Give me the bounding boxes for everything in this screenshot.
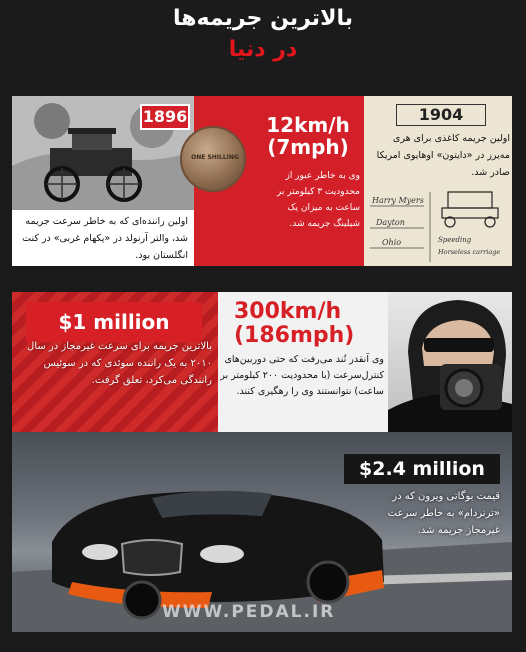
banknotes-background	[12, 292, 218, 432]
year-1904-badge: 1904	[396, 104, 486, 126]
sketch-area	[366, 188, 508, 264]
speed-camera-text: وی آنقدر تُند می‌رفت که حتی دوربین‌های کنترل‌سرعت (با محدودیت ۲۰۰ کیلومتر بر ساعت) نتوانستند وی را رهگیری کنند.	[220, 354, 384, 397]
paper-fine-text: اولین جریمه کاغذی برای هری مه‌یرز در «دایتون» اوهایوی امریکا صادر شد.	[376, 133, 510, 178]
sketch-state: Ohio	[382, 238, 402, 247]
carriage-sketch-icon	[366, 188, 508, 264]
page-title: بالاترین جریمه‌ها	[173, 6, 353, 31]
swiss-fine-text: بالاترین جریمه برای سرعت غیرمجاز در سال ۲۰۱۰ به یک راننده سوئدی که در سوئیس رانندگی می‌کرد، تعلق گرفت.	[27, 341, 212, 386]
sketch-carriage: Horseless carriage	[438, 248, 501, 256]
paper-fine-panel	[364, 96, 512, 266]
shilling-coin-icon	[180, 126, 246, 192]
page-subtitle: در دنیا	[228, 37, 298, 62]
speed-300kmh: 300km/h (186mph)	[234, 299, 355, 348]
amount-1-million: $1 million	[26, 302, 202, 342]
sketch-name: Harry Myers	[372, 196, 424, 205]
bugatti-fine-text: قیمت بوگاتی ویرون که در «ترنردام» به خاطر سرعت غیرمجاز جریمه شد.	[387, 491, 500, 536]
coin-label: ONE SHILLING	[191, 154, 239, 161]
sketch-speeding: Speeding	[438, 236, 472, 244]
speed-panel	[218, 292, 388, 432]
pedal-watermark: WWW.PEDAL.IR	[162, 602, 336, 622]
section-first-fines	[12, 96, 512, 266]
police-radar-photo	[388, 292, 512, 432]
amount-2-4-million: $2.4 million	[344, 454, 500, 484]
first-fine-caption: اولین راننده‌ای که به خاطر سرعت جریمه شد، والتر آرنولد در «پکهام غربی» در کنت انگلستان بود.	[12, 210, 194, 266]
year-1896-badge: 1896	[140, 104, 190, 130]
header	[0, 0, 526, 76]
sketch-city: Dayton	[376, 218, 405, 227]
police-radar-icon	[388, 292, 512, 432]
speed-12kmh: 12km/h (7mph)	[266, 113, 350, 159]
section-bugatti	[12, 432, 512, 632]
shilling-fine-text: وی به خاطر عبور از محدودیت ۳ کیلومتر بر ساعت به میزان یک شیلینگ جریمه شد.	[276, 171, 360, 229]
section-million-fine	[12, 292, 512, 432]
